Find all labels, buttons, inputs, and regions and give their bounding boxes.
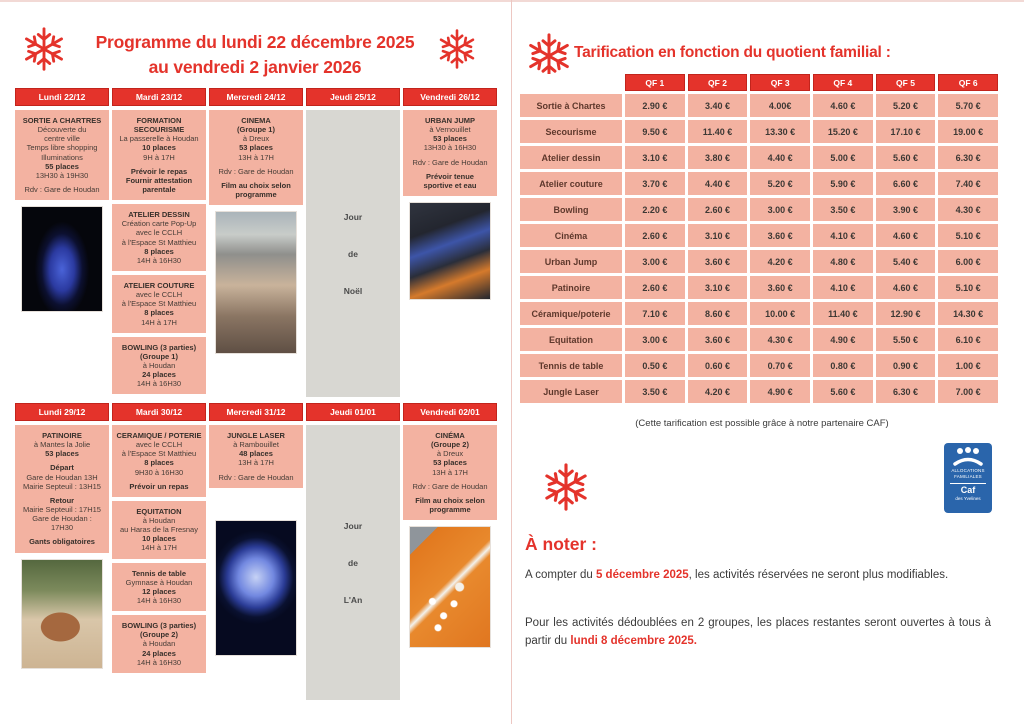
activity-block — [112, 425, 206, 497]
text-line: 10 places — [142, 143, 176, 153]
text-line: avec le CCLH — [135, 228, 183, 238]
price-cell: 6.60 € — [876, 172, 936, 195]
caf-family-icon — [948, 446, 988, 468]
caf-logo-dept: des Yvelines — [955, 496, 981, 502]
text-line: Prévoir un repas — [129, 481, 189, 491]
text-line: 48 places — [239, 449, 273, 459]
text-line: Rdv : Gare de Houdan — [218, 472, 294, 482]
text-line: avec le CCLH — [135, 290, 183, 300]
text-line: 53 places — [239, 143, 273, 153]
text-line: 13H à 17H — [238, 152, 274, 162]
note-p1-text-after: , les activités réservées ne seront plus modifiables. — [688, 569, 949, 581]
note-p1-text: A compter du — [525, 569, 596, 581]
note-paragraph-2 — [525, 614, 991, 651]
caf-logo-name: Caf — [960, 484, 976, 495]
pricing-caption: (Cette tarification est possible grâce à notre partenaire CAF) — [635, 418, 889, 429]
price-cell: 4.10 € — [813, 224, 873, 247]
activity-label: Jungle Laser — [520, 380, 622, 403]
page-tarification — [512, 0, 1024, 724]
text-line: PATINOIRE — [42, 431, 82, 440]
price-cell: 4.80 € — [813, 250, 873, 273]
text-line: 53 places — [433, 134, 467, 144]
activity-block — [112, 615, 206, 673]
activity-label: Patinoire — [520, 276, 622, 299]
price-cell: 2.60 € — [625, 276, 685, 299]
day-column — [209, 403, 303, 700]
text-line: Mairie Septeuil : 17H15 — [23, 504, 101, 514]
price-cell: 2.60 € — [688, 198, 748, 221]
price-cell: 9.50 € — [625, 120, 685, 143]
activity-block — [403, 110, 497, 196]
text-line: à Houdan — [142, 515, 176, 525]
price-cell: 13.30 € — [750, 120, 810, 143]
price-cell: 5.20 € — [876, 94, 936, 117]
text-line: à Vernouillet — [429, 125, 471, 135]
text-line: (Groupe 1) — [140, 351, 178, 361]
activity-label: Secourisme — [520, 120, 622, 143]
price-cell: 5.10 € — [938, 276, 998, 299]
text-line: 14H à 16H30 — [136, 255, 182, 265]
text-line: parentale — [142, 184, 176, 194]
price-cell: 4.00€ — [750, 94, 810, 117]
price-cell: 2.20 € — [625, 198, 685, 221]
pricing-table — [520, 74, 998, 403]
text-line: 14H à 16H30 — [136, 379, 182, 389]
activity-label: Cinéma — [520, 224, 622, 247]
note-p2-text: Pour les activités dédoublées en 2 groupes, les places restantes seront ouvertes à tous à partir du — [525, 617, 991, 648]
text-line: (Groupe 2) — [140, 630, 178, 640]
text-line: 13H30 à 16H30 — [423, 143, 477, 153]
text-line: à l'Espace St Matthieu — [121, 299, 197, 309]
text-line: 13H30 à 19H30 — [35, 170, 89, 180]
text-line: JUNGLE LASER — [227, 431, 285, 440]
text-line: 8 places — [144, 458, 174, 468]
text-line: CERAMIQUE / POTERIE — [116, 431, 202, 440]
price-cell: 15.20 € — [813, 120, 873, 143]
activity-block — [112, 501, 206, 559]
price-cell: 3.50 € — [625, 380, 685, 403]
text-line: à l'Espace St Matthieu — [121, 449, 197, 459]
price-cell: 7.00 € — [938, 380, 998, 403]
price-cell: 5.50 € — [876, 328, 936, 351]
day-header: Mardi 23/12 — [112, 88, 206, 106]
text-line: URBAN JUMP — [424, 116, 475, 125]
text-line: centre ville — [44, 134, 80, 144]
text-line: Rdv : Gare de Houdan — [218, 166, 294, 176]
price-cell: 2.60 € — [625, 224, 685, 247]
text-line: à Houdan — [142, 360, 176, 370]
text-line: ATELIER DESSIN — [128, 210, 190, 220]
holiday-cell — [306, 110, 400, 397]
price-cell: 6.10 € — [938, 328, 998, 351]
price-cell: 1.00 € — [938, 354, 998, 377]
activity-block — [112, 563, 206, 612]
corner-cell — [520, 74, 622, 91]
week2-table — [15, 403, 497, 700]
text-line: BOWLING (3 parties) — [121, 342, 197, 352]
note-paragraph-1 — [525, 566, 991, 584]
text-line: à Dreux — [436, 449, 464, 459]
text-line: Prévoir le repas — [130, 166, 188, 176]
activity-label: Tennis de table — [520, 354, 622, 377]
text-line: Mairie Septeuil : 13H15 — [23, 481, 101, 491]
text-line: Création carte Pop-Up — [121, 219, 197, 229]
text-line: 17H30 — [50, 523, 74, 533]
price-cell: 6.30 € — [876, 380, 936, 403]
price-cell: 5.00 € — [813, 146, 873, 169]
text-line: Départ — [50, 463, 74, 473]
text-line: CINEMA — [241, 116, 271, 125]
text-line: 8 places — [144, 308, 174, 318]
day-column — [403, 88, 497, 397]
text-line: à l'Espace St Matthieu — [121, 237, 197, 247]
text-line: à Rambouillet — [233, 440, 279, 450]
text-line: à Mantes la Jolie — [33, 440, 91, 450]
text-line: 53 places — [433, 458, 467, 468]
text-line: La passerelle à Houdan — [119, 134, 199, 144]
text-line: Fournir attestation — [125, 175, 193, 185]
activity-block — [209, 110, 303, 205]
day-column — [403, 403, 497, 700]
price-cell: 3.10 € — [688, 224, 748, 247]
text-line: 12 places — [142, 586, 176, 596]
qf-header: QF 3 — [750, 74, 810, 91]
day-header: Jeudi 25/12 — [306, 88, 400, 106]
text-line: 8 places — [144, 246, 174, 256]
caf-logo-divider — [950, 483, 986, 484]
text-line: 24 places — [142, 370, 176, 380]
photo-chartres-cathedral — [21, 206, 104, 312]
price-cell: 4.20 € — [750, 250, 810, 273]
holiday-cell — [306, 425, 400, 700]
price-cell: 19.00 € — [938, 120, 998, 143]
snowflake-icon — [542, 462, 590, 512]
price-cell: 11.40 € — [813, 302, 873, 325]
price-cell: 5.70 € — [938, 94, 998, 117]
day-header: Jeudi 01/01 — [306, 403, 400, 421]
text-line: Rdv : Gare de Houdan — [412, 157, 488, 167]
programme-title — [60, 30, 450, 81]
text-line: Retour — [49, 495, 75, 505]
price-cell: 5.60 € — [876, 146, 936, 169]
price-cell: 2.90 € — [625, 94, 685, 117]
text-line: EQUITATION — [136, 506, 182, 516]
price-cell: 5.40 € — [876, 250, 936, 273]
price-cell: 4.20 € — [688, 380, 748, 403]
day-column — [209, 88, 303, 397]
text-line: SORTIE A CHARTRES — [22, 116, 102, 125]
text-line: Temps libre shopping — [26, 143, 98, 153]
text-line: 10 places — [142, 534, 176, 544]
price-cell: 3.90 € — [876, 198, 936, 221]
text-line: à Dreux — [242, 134, 270, 144]
text-line: Gymnase à Houdan — [125, 577, 193, 587]
programme-title-line2: au vendredi 2 janvier 2026 — [148, 57, 362, 78]
text-line: au Haras de la Fresnay — [120, 525, 198, 535]
text-line: avec le CCLH — [135, 440, 183, 450]
price-cell: 3.10 € — [688, 276, 748, 299]
week1-table — [15, 88, 497, 397]
activity-label: Atelier couture — [520, 172, 622, 195]
price-cell: 3.60 € — [750, 224, 810, 247]
price-cell: 7.10 € — [625, 302, 685, 325]
tarification-title: Tarification en fonction du quotient familial : — [574, 44, 891, 61]
price-cell: 4.90 € — [813, 328, 873, 351]
price-cell: 4.60 € — [876, 224, 936, 247]
qf-header: QF 6 — [938, 74, 998, 91]
price-cell: 0.70 € — [750, 354, 810, 377]
day-header: Mercredi 24/12 — [209, 88, 303, 106]
text-line: 14H à 16H30 — [136, 657, 182, 667]
text-line: Tennis de table — [131, 568, 187, 578]
day-column — [15, 88, 109, 397]
caf-logo — [944, 443, 992, 513]
text-line: de — [348, 557, 358, 568]
price-cell: 3.00 € — [750, 198, 810, 221]
text-line: 9H à 17H — [143, 152, 175, 162]
price-cell: 3.60 € — [688, 250, 748, 273]
text-line: SECOURISME — [133, 125, 185, 135]
activity-label: Céramique/poterie — [520, 302, 622, 325]
price-cell: 17.10 € — [876, 120, 936, 143]
price-cell: 8.60 € — [688, 302, 748, 325]
programme-title-line1: Programme du lundi 22 décembre 2025 — [95, 32, 415, 52]
text-line: 13H à 17H — [238, 458, 274, 468]
text-line: 14H à 16H30 — [136, 595, 182, 605]
day-header: Mercredi 31/12 — [209, 403, 303, 421]
price-cell: 0.80 € — [813, 354, 873, 377]
activity-label: Bowling — [520, 198, 622, 221]
price-cell: 6.30 € — [938, 146, 998, 169]
note-heading: À noter : — [525, 534, 597, 554]
note-p2-date: lundi 8 décembre 2025. — [570, 635, 697, 648]
text-line: à Houdan — [142, 639, 176, 649]
day-column — [15, 403, 109, 700]
text-line: L'An — [343, 594, 363, 605]
text-line: de — [348, 248, 358, 259]
price-cell: 5.60 € — [813, 380, 873, 403]
activity-block — [112, 275, 206, 333]
price-cell: 10.00 € — [750, 302, 810, 325]
qf-header: QF 2 — [688, 74, 748, 91]
activity-block — [112, 110, 206, 200]
day-header: Vendredi 02/01 — [403, 403, 497, 421]
day-column — [112, 403, 206, 700]
price-cell: 7.40 € — [938, 172, 998, 195]
text-line: Rdv : Gare de Houdan — [24, 184, 100, 194]
day-column — [306, 88, 400, 397]
text-line: ATELIER COUTURE — [123, 280, 195, 290]
price-cell: 3.60 € — [750, 276, 810, 299]
price-cell: 3.10 € — [625, 146, 685, 169]
text-line: 55 places — [45, 161, 79, 171]
price-cell: 5.90 € — [813, 172, 873, 195]
caf-logo-line1: ALLOCATIONS — [951, 468, 985, 473]
qf-header: QF 1 — [625, 74, 685, 91]
text-line: BOWLING (3 parties) — [121, 621, 197, 631]
text-line: programme — [429, 504, 471, 514]
photo-trampoline — [409, 202, 492, 300]
text-line: Illuminations — [41, 152, 83, 162]
price-cell: 0.90 € — [876, 354, 936, 377]
price-cell: 3.60 € — [688, 328, 748, 351]
text-line: Film au choix selon — [221, 180, 291, 190]
photo-popcorn — [409, 526, 492, 648]
text-line: (Groupe 1) — [237, 125, 275, 135]
price-cell: 3.40 € — [688, 94, 748, 117]
snowflake-icon — [526, 32, 572, 80]
activity-block — [15, 425, 109, 553]
price-cell: 12.90 € — [876, 302, 936, 325]
price-cell: 5.20 € — [750, 172, 810, 195]
text-line: Gare de Houdan : — [32, 514, 92, 524]
photo-bowling-pins — [215, 520, 298, 656]
price-cell: 4.30 € — [938, 198, 998, 221]
text-line: 24 places — [142, 648, 176, 658]
activity-block — [112, 204, 206, 271]
price-cell: 11.40 € — [688, 120, 748, 143]
price-cell: 4.60 € — [813, 94, 873, 117]
day-header: Mardi 30/12 — [112, 403, 206, 421]
price-cell: 4.40 € — [750, 146, 810, 169]
photo-workshop — [215, 211, 298, 354]
text-line: Jour — [343, 211, 363, 222]
day-header: Lundi 22/12 — [15, 88, 109, 106]
text-line: Découverte du — [37, 125, 87, 135]
text-line: 9H30 à 16H30 — [134, 467, 184, 477]
activity-block — [403, 425, 497, 520]
activity-block — [15, 110, 109, 200]
text-line: Gare de Houdan 13H — [26, 472, 98, 482]
day-column — [112, 88, 206, 397]
price-cell: 4.30 € — [750, 328, 810, 351]
activity-block — [209, 425, 303, 488]
text-line: Rdv : Gare de Houdan — [412, 481, 488, 491]
price-cell: 5.10 € — [938, 224, 998, 247]
text-line: programme — [235, 189, 277, 199]
text-line: Prévoir tenue — [426, 171, 474, 181]
text-line: Noël — [343, 285, 363, 296]
activity-label: Atelier dessin — [520, 146, 622, 169]
day-column — [306, 403, 400, 700]
caf-logo-line2: FAMILIALES — [954, 474, 982, 480]
price-cell: 3.00 € — [625, 250, 685, 273]
text-line: Gants obligatoires — [29, 537, 95, 547]
text-line: Film au choix selon — [415, 495, 485, 505]
text-line: sportive et eau — [423, 180, 477, 190]
price-cell: 0.50 € — [625, 354, 685, 377]
price-cell: 4.60 € — [876, 276, 936, 299]
price-cell: 3.80 € — [688, 146, 748, 169]
text-line: CINÉMA — [435, 431, 465, 440]
note-p1-date: 5 décembre 2025 — [595, 569, 689, 581]
qf-header: QF 5 — [876, 74, 936, 91]
text-line: 14H à 17H — [141, 317, 177, 327]
price-cell: 3.50 € — [813, 198, 873, 221]
text-line: FORMATION — [136, 116, 182, 125]
text-line: 14H à 17H — [141, 543, 177, 553]
text-line: 53 places — [45, 449, 79, 459]
price-cell: 4.40 € — [688, 172, 748, 195]
day-header: Lundi 29/12 — [15, 403, 109, 421]
price-cell: 3.70 € — [625, 172, 685, 195]
price-cell: 0.60 € — [688, 354, 748, 377]
price-cell: 3.00 € — [625, 328, 685, 351]
text-line: 13H à 17H — [432, 467, 468, 477]
qf-header: QF 4 — [813, 74, 873, 91]
photo-pony-ride — [21, 559, 104, 669]
day-header: Vendredi 26/12 — [403, 88, 497, 106]
activity-label: Equitation — [520, 328, 622, 351]
text-line: (Groupe 2) — [431, 440, 469, 450]
price-cell: 4.90 € — [750, 380, 810, 403]
price-cell: 4.10 € — [813, 276, 873, 299]
activity-block — [112, 337, 206, 395]
text-line: Jour — [343, 520, 363, 531]
price-cell: 6.00 € — [938, 250, 998, 273]
activity-label: Urban Jump — [520, 250, 622, 273]
activity-label: Sortie à Chartes — [520, 94, 622, 117]
price-cell: 14.30 € — [938, 302, 998, 325]
